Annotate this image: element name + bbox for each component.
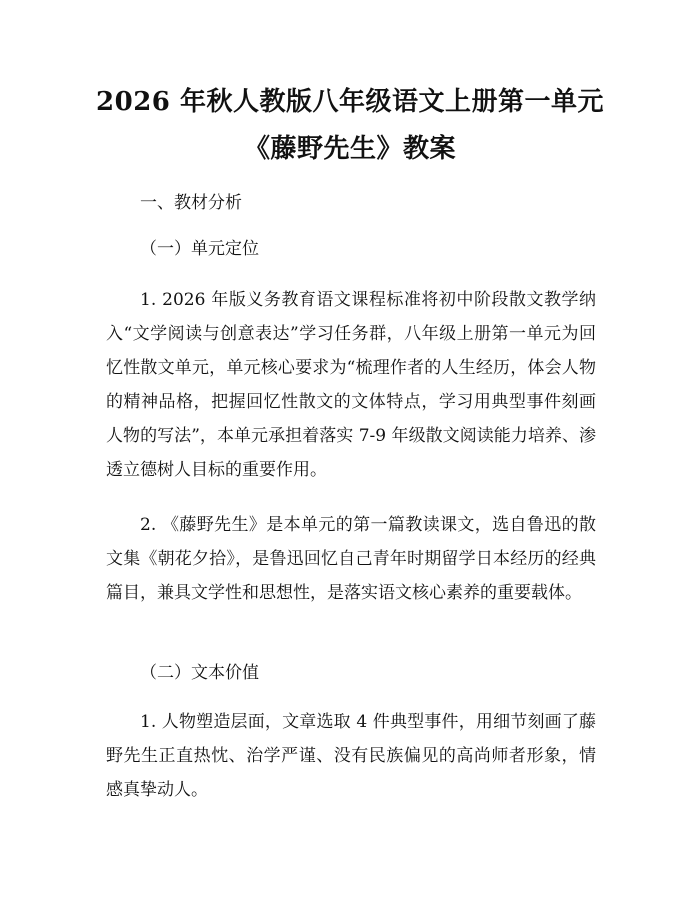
section-heading-textbook-analysis: 一、教材分析: [140, 193, 242, 213]
paragraph-unit-positioning-1: 1. 2026 年版义务教育语文课程标准将初中阶段散文教学纳入“文学阅读与创意表达”学习任务群，八年级上册第一单元为回忆性散文单元，单元核心要求为“梳理作者的人生经历，体会人物的精神品格，把握回忆性散文的文体特点，学习用典型事件刻画人物的写法”，本单元承担着落实 7-9 年级散文阅读能力培养、渗透立德树人目标的重要作用。: [106, 290, 596, 480]
paragraph-text-value-1: 1. 人物塑造层面，文章选取 4 件典型事件，用细节刻画了藤野先生正直热忱、治学严谨、没有民族偏见的高尚师者形象，情感真挚动人。: [106, 712, 596, 800]
document-title-line-2: 《藤野先生》教案: [243, 134, 456, 164]
document-title-line-1: 2026 年秋人教版八年级语文上册第一单元: [96, 87, 604, 117]
subsection-heading-text-value: （二）文本价值: [140, 663, 259, 683]
subsection-heading-unit-positioning: （一）单元定位: [140, 239, 259, 259]
paragraph-unit-positioning-2: 2. 《藤野先生》是本单元的第一篇教读课文，选自鲁迅的散文集《朝花夕拾》，是鲁迅回忆自己青年时期留学日本经历的经典篇目，兼具文学性和思想性，是落实语文核心素养的重要载体。: [106, 515, 596, 603]
